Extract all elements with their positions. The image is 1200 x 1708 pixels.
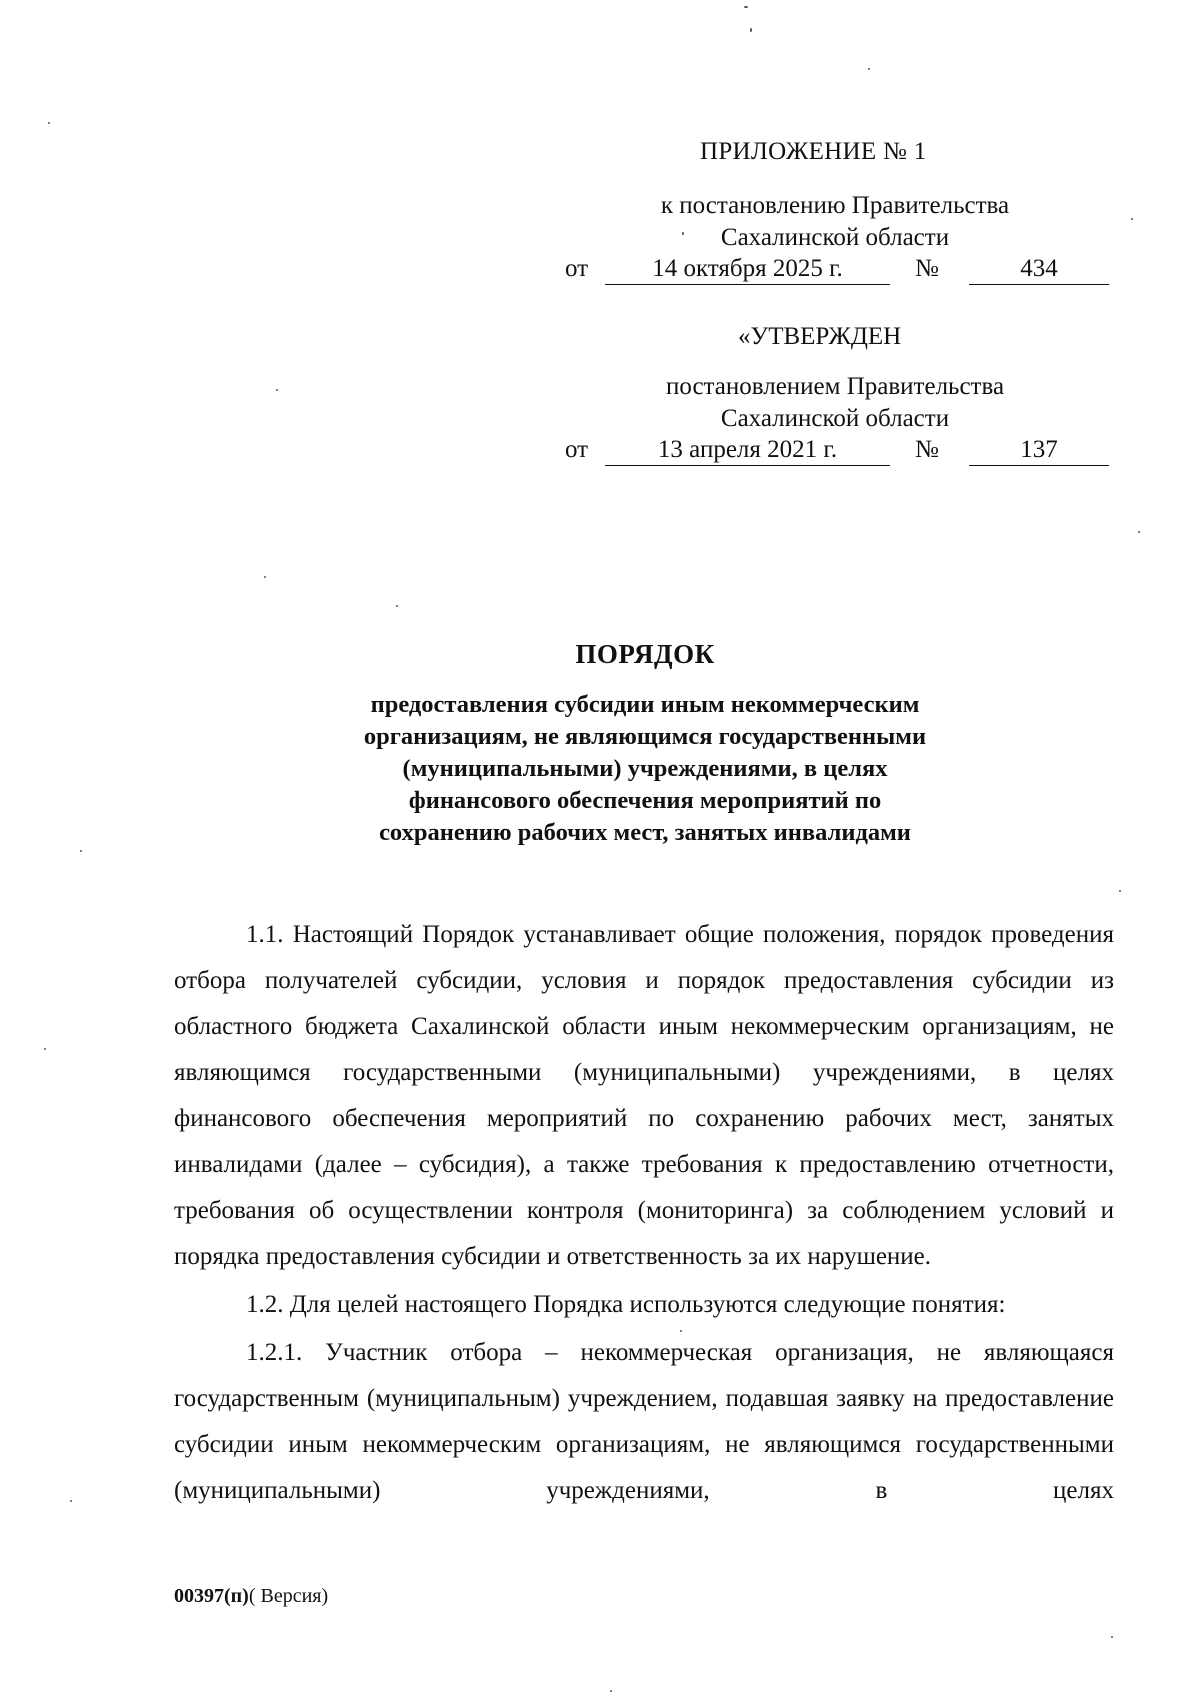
scan-speck — [1131, 218, 1133, 220]
resolution-number: 434 — [969, 255, 1109, 285]
footer-document-code — [174, 1585, 328, 1608]
approval-resolution-line: постановлением Правительства — [665, 373, 1005, 400]
number-sign: № — [915, 255, 939, 282]
document-subtitle — [300, 689, 990, 849]
approval-region-line: Сахалинской области — [720, 405, 950, 432]
scan-speck — [396, 605, 398, 607]
scan-speck — [276, 389, 278, 391]
subtitle-line: (муниципальными) учреждениями, в целях — [402, 755, 888, 782]
scan-speck — [610, 1690, 612, 1692]
document-body — [174, 912, 1114, 1516]
scan-speck — [1111, 1636, 1113, 1638]
scan-speck — [264, 576, 266, 578]
region-line: Сахалинской области — [720, 224, 950, 251]
paragraph-1-2-1: 1.2.1. Участник отбора – некоммерческая организация, не являющаяся государственным (муниципальным) учреждением, подавшая заявку на предоставление субсидии иным некоммерческим организациям, не являющимся государственными (муниципальными) учреждениями, в целях — [174, 1339, 1114, 1504]
subtitle-line: сохранению рабочих мест, занятых инвалидами — [379, 819, 911, 846]
scan-speck — [44, 1048, 46, 1050]
approval-date: 13 апреля 2021 г. — [605, 436, 890, 466]
subtitle-line: финансового обеспечения мероприятий по — [408, 787, 882, 814]
document-title: ПОРЯДОК — [575, 639, 715, 669]
scan-speck — [1119, 890, 1121, 892]
resolution-date-row — [565, 255, 1125, 291]
appendix-title: ПРИЛОЖЕНИЕ № 1 — [700, 138, 927, 165]
approved-label: «УТВЕРЖДЕН — [738, 323, 902, 350]
scan-speck — [1138, 531, 1140, 533]
number-sign: № — [915, 436, 939, 463]
scan-speck — [70, 1500, 72, 1502]
subtitle-line: предоставления субсидии иным некоммерческим — [370, 691, 920, 718]
scan-speck — [80, 850, 82, 852]
scan-speck — [744, 6, 748, 8]
date-prefix: от — [565, 255, 589, 282]
document-version: ( Версия) — [248, 1585, 329, 1607]
subtitle-line: организациям, не являющимся государственными — [363, 723, 927, 750]
scan-speck — [868, 68, 870, 70]
resolution-line: к постановлению Правительства — [660, 192, 1010, 219]
scan-speck — [48, 122, 50, 124]
approval-date-row — [565, 436, 1125, 472]
resolution-date: 14 октября 2025 г. — [605, 255, 890, 285]
paragraph-1-1: 1.1. Настоящий Порядок устанавливает общие положения, порядок проведения отбора получателей субсидии, условия и порядок предоставления субсидии из областного бюджета Сахалинской области иным некоммерческим организациям, не являющимся государственными (муниципальными) учреждениями, в целях финансового обеспечения мероприятий по сохранению рабочих мест, занятых инвалидами (далее – субсидия), а также требования к предоставлению отчетности, требования об осуществлении контроля (мониторинга) за соблюдением условий и порядка предоставления субсидии и ответственность за их нарушение. — [174, 921, 1114, 1270]
document-code: 00397(п) — [174, 1585, 249, 1607]
date-prefix: от — [565, 436, 589, 463]
approval-number: 137 — [969, 436, 1109, 466]
scan-speck — [750, 28, 752, 32]
paragraph-1-2: 1.2. Для целей настоящего Порядка используются следующие понятия: — [246, 1291, 1006, 1318]
